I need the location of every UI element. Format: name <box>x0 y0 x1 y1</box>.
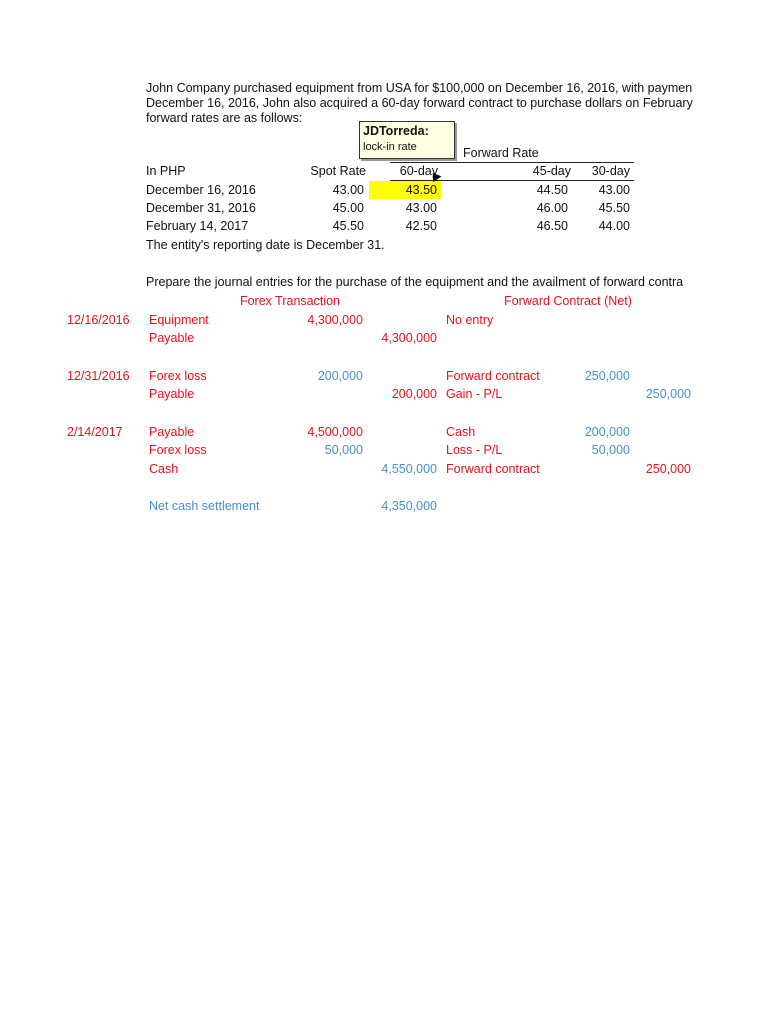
rate-row-30-day: 43.00 <box>598 183 630 197</box>
right-account: No entry <box>446 313 494 327</box>
left-debit: 4,300,000 <box>307 313 363 327</box>
net-cash-settlement-value: 4,350,000 <box>381 499 437 513</box>
left-credit: 4,550,000 <box>381 462 437 476</box>
left-account: Equipment <box>149 313 209 327</box>
left-account: Payable <box>149 331 195 345</box>
right-debit: 250,000 <box>584 369 630 383</box>
rate-row-date: December 16, 2016 <box>146 183 256 197</box>
col-header-45-day: 45-day <box>532 164 571 178</box>
right-debit: 50,000 <box>591 443 630 457</box>
left-credit: 200,000 <box>391 387 437 401</box>
left-account: Cash <box>149 462 179 476</box>
col-header-in-php: In PHP <box>146 164 186 178</box>
col-header-30-day: 30-day <box>591 164 630 178</box>
problem-line-1: John Company purchased equipment from USA for $100,000 on December 16, 2016, with paymen <box>146 81 693 95</box>
problem-line-3: forward rates are as follows: <box>146 111 303 125</box>
right-account: Loss - P/L <box>446 443 503 457</box>
net-cash-settlement-label: Net cash settlement <box>149 499 260 513</box>
right-credit: 250,000 <box>645 387 691 401</box>
left-account: Payable <box>149 387 195 401</box>
left-account: Payable <box>149 425 195 439</box>
left-debit: 4,500,000 <box>307 425 363 439</box>
cell-comment[interactable] <box>359 121 455 159</box>
right-account: Forward contract <box>446 369 540 383</box>
entry-date: 12/16/2016 <box>67 313 130 327</box>
forward-rate-header: Forward Rate <box>463 146 539 160</box>
rate-row-30-day: 44.00 <box>598 219 630 233</box>
entry-date: 12/31/2016 <box>67 369 130 383</box>
left-account: Forex loss <box>149 443 207 457</box>
rate-row-45-day: 44.50 <box>536 183 568 197</box>
forward-rate-underline <box>390 162 634 163</box>
rate-row-45-day: 46.00 <box>536 201 568 215</box>
col-header-spot-rate: Spot Rate <box>310 164 366 178</box>
left-debit: 50,000 <box>324 443 363 457</box>
problem-line-2: December 16, 2016, John also acquired a 60-day forward contract to purchase dollars on February <box>146 96 693 110</box>
right-debit: 200,000 <box>584 425 630 439</box>
rate-row-date: February 14, 2017 <box>146 219 249 233</box>
left-account: Forex loss <box>149 369 207 383</box>
reporting-date-note: The entity's reporting date is December 31. <box>146 238 385 252</box>
rate-row-date: December 31, 2016 <box>146 201 256 215</box>
right-account: Gain - P/L <box>446 387 503 401</box>
rate-row-spot: 45.00 <box>332 201 364 215</box>
left-credit: 4,300,000 <box>381 331 437 345</box>
comment-author: JDTorreda: <box>363 124 429 138</box>
forward-contract-header: Forward Contract (Net) <box>504 294 632 308</box>
entry-date: 2/14/2017 <box>67 425 123 439</box>
rate-row-45-day: 46.50 <box>536 219 568 233</box>
rate-row-60-day: 42.50 <box>405 219 437 233</box>
left-debit: 200,000 <box>317 369 363 383</box>
right-credit: 250,000 <box>645 462 691 476</box>
rate-row-60-day: 43.00 <box>405 201 437 215</box>
right-account: Forward contract <box>446 462 540 476</box>
col-header-60-day: 60-day <box>399 164 438 178</box>
rate-row-60-day: 43.50 <box>405 183 437 197</box>
forex-transaction-header: Forex Transaction <box>239 294 341 308</box>
comment-text: lock-in rate <box>363 141 417 153</box>
rate-row-spot: 45.50 <box>332 219 364 233</box>
right-account: Cash <box>446 425 476 439</box>
rate-row-30-day: 45.50 <box>598 201 630 215</box>
instruction-text: Prepare the journal entries for the purchase of the equipment and the availment of forward contra <box>146 275 684 289</box>
rate-row-spot: 43.00 <box>332 183 364 197</box>
